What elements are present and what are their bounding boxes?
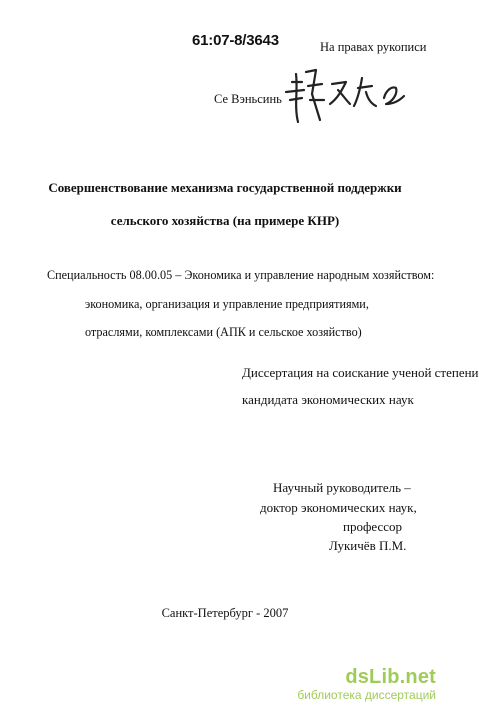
- city-year: Санкт-Петербург - 2007: [161, 606, 289, 620]
- author-name: Се Вэньсинь: [214, 92, 282, 106]
- supervisor-role: Научный руководитель –: [273, 480, 411, 495]
- degree-line-1: Диссертация на соискание ученой степени: [242, 365, 479, 380]
- archive-reference-number: 61:07-8/3643: [192, 32, 279, 49]
- watermark-logo: [297, 666, 436, 702]
- specialty-line-2: экономика, организация и управление предприятиями,: [85, 297, 369, 311]
- watermark-brand: dsLib.net: [345, 666, 436, 688]
- handwritten-signature: [280, 60, 410, 130]
- specialty-line-1: Специальность 08.00.05 – Экономика и управление народным хозяйством:: [47, 268, 435, 282]
- specialty-line-3: отраслями, комплексами (АПК и сельское хозяйство): [85, 325, 362, 339]
- supervisor-degree: доктор экономических наук,: [260, 500, 417, 515]
- degree-line-2: кандидата экономических наук: [242, 392, 414, 407]
- supervisor-title: профессор: [343, 519, 403, 534]
- rights-notice: На правах рукописи: [320, 40, 427, 54]
- watermark-subtitle: библиотека диссертаций: [297, 688, 436, 702]
- dissertation-title-line-1: Совершенствование механизма государственной поддержки: [48, 180, 402, 195]
- supervisor-name: Лукичёв П.М.: [329, 538, 407, 553]
- dissertation-title-line-2: сельского хозяйства (на примере КНР): [110, 213, 340, 228]
